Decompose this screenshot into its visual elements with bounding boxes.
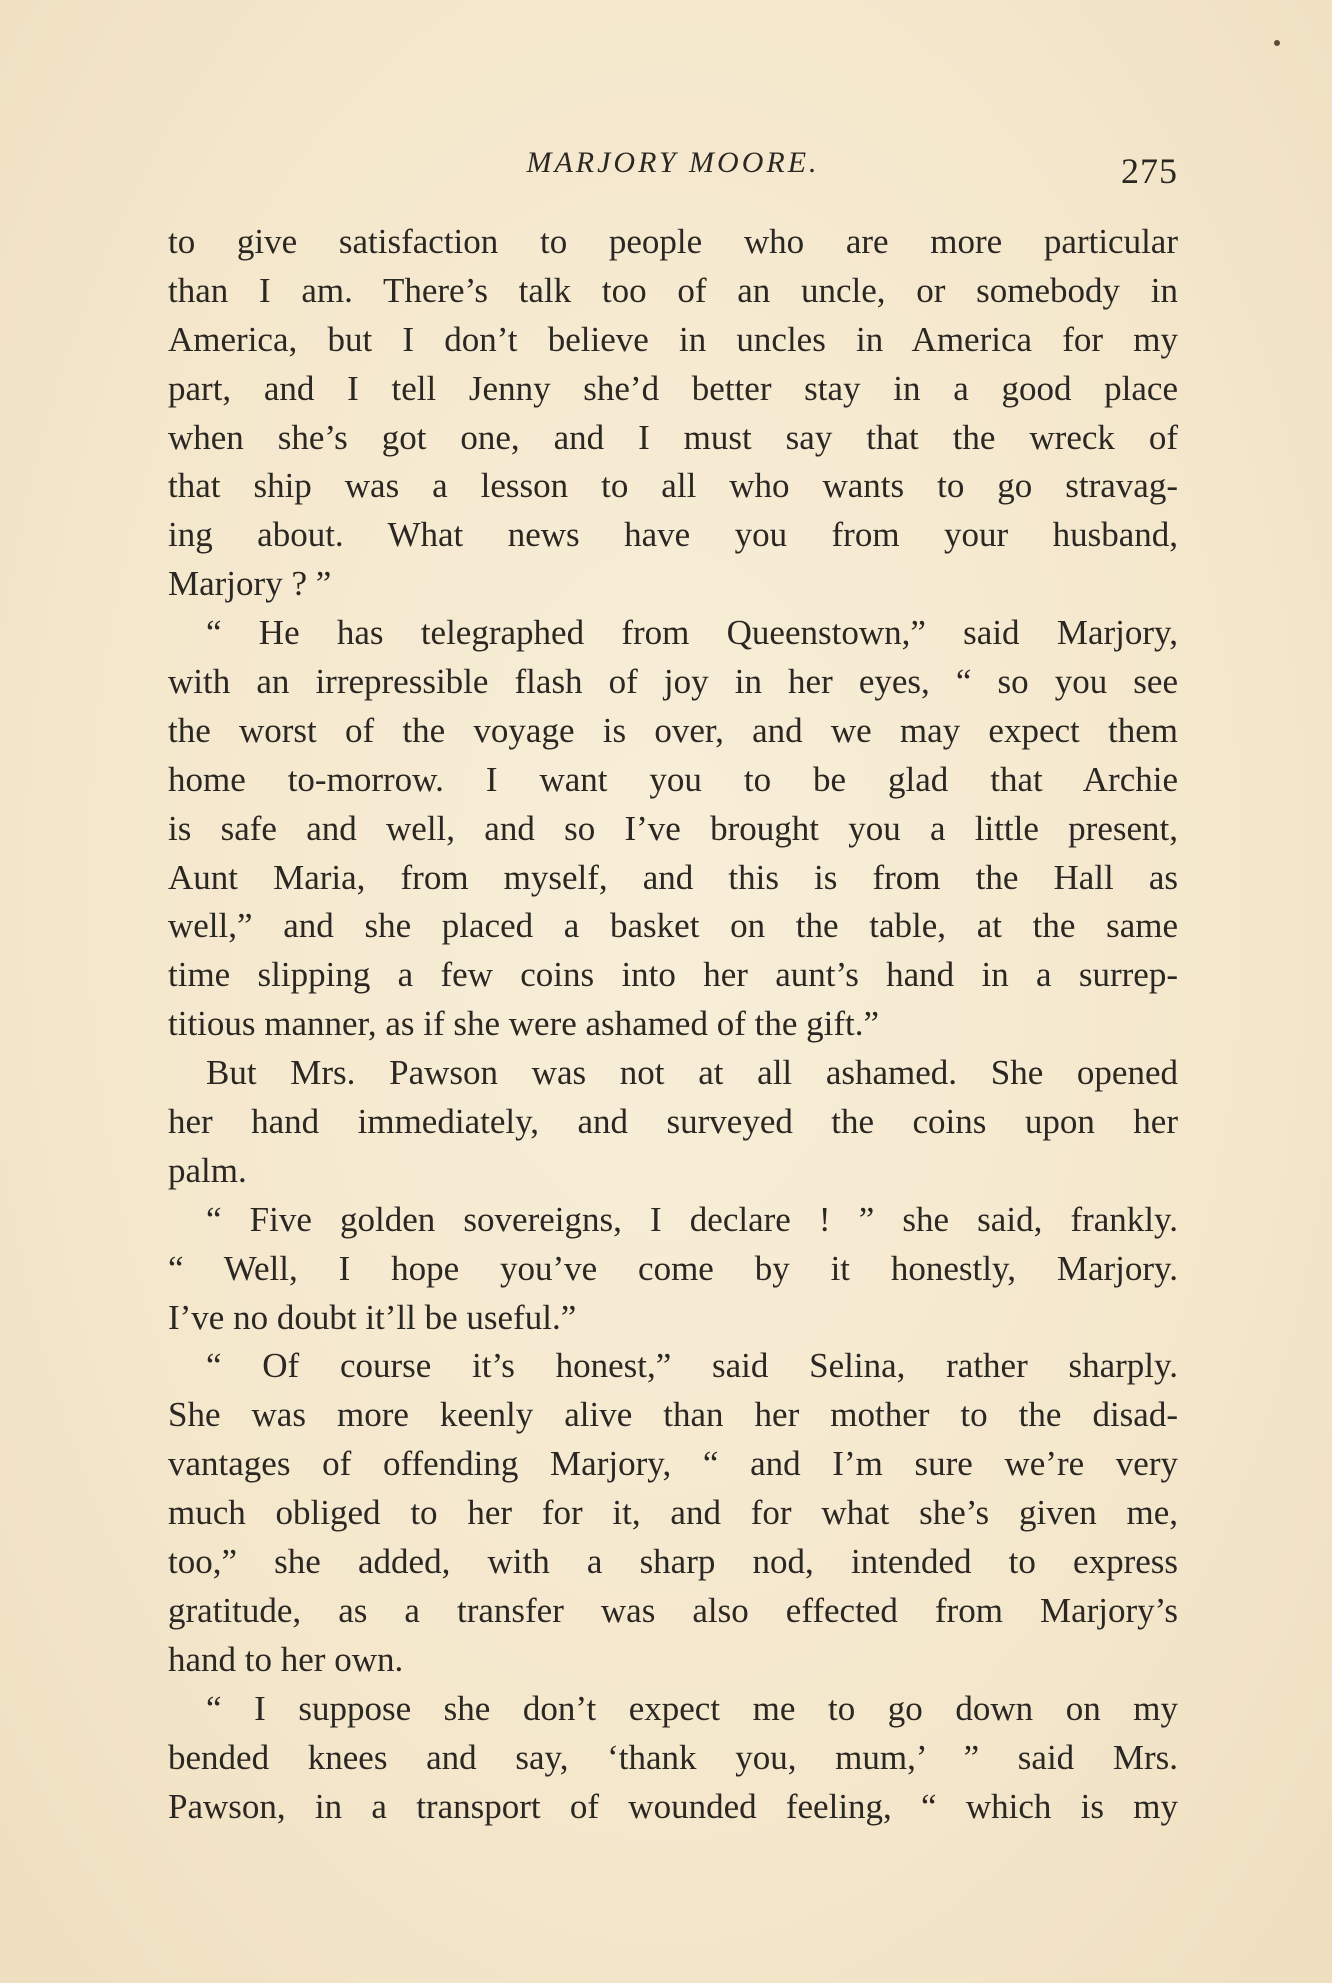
text-line: “ I suppose she don’t expect me to go down on my: [206, 1688, 1178, 1728]
text-line: hand to her own.: [168, 1639, 404, 1679]
text-line: home to-morrow. I want you to be glad that Archie: [168, 759, 1178, 799]
text-line: But Mrs. Pawson was not at all ashamed. She opened: [206, 1053, 1178, 1093]
text-line: bended knees and say, ‘thank you, mum,’ ” said Mrs.: [168, 1737, 1178, 1777]
text-line: her hand immediately, and surveyed the coins upon her: [168, 1102, 1178, 1142]
text-line: when she’s got one, and I must say that the wreck of: [168, 417, 1178, 457]
text-line: than I am. There’s talk too of an uncle, or somebody in: [168, 270, 1178, 310]
text-line: much obliged to her for it, and for what she’s given me,: [168, 1493, 1178, 1533]
text-line: Marjory ? ”: [168, 564, 332, 604]
text-line: too,” she added, with a sharp nod, intended to express: [168, 1542, 1178, 1582]
text-line: “ He has telegraphed from Queenstown,” said Marjory,: [206, 613, 1178, 653]
ink-speck: [1274, 40, 1280, 46]
text-line: She was more keenly alive than her mother to the disad-: [168, 1395, 1178, 1435]
text-line: part, and I tell Jenny she’d better stay in a good place: [168, 368, 1178, 408]
text-line: that ship was a lesson to all who wants to go stravag-: [168, 466, 1178, 506]
text-line: I’ve no doubt it’ll be useful.”: [168, 1297, 577, 1337]
text-line: with an irrepressible flash of joy in her eyes, “ so you see: [168, 662, 1178, 702]
text-line: America, but I don’t believe in uncles in America for my: [168, 319, 1178, 359]
running-title: MARJORY MOORE.: [526, 146, 820, 179]
text-line: “ Of course it’s honest,” said Selina, rather sharply.: [206, 1346, 1178, 1386]
text-line: ing about. What news have you from your husband,: [168, 515, 1178, 555]
text-line: the worst of the voyage is over, and we may expect them: [168, 710, 1178, 750]
text-line: gratitude, as a transfer was also effected from Marjory’s: [168, 1590, 1178, 1630]
text-line: Aunt Maria, from myself, and this is from the Hall as: [168, 857, 1178, 897]
page-header: [168, 140, 1178, 190]
text-line: “ Five golden sovereigns, I declare ! ” she said, frankly.: [206, 1199, 1178, 1239]
text-line: to give satisfaction to people who are more particular: [168, 222, 1178, 261]
text-line: Pawson, in a transport of wounded feeling, “ which is my: [168, 1786, 1178, 1826]
text-line: “ Well, I hope you’ve come by it honestly, Marjory.: [168, 1248, 1178, 1288]
text-line: is safe and well, and so I’ve brought you a little present,: [168, 808, 1178, 848]
text-line: well,” and she placed a basket on the table, at the same: [168, 906, 1178, 946]
text-line: titious manner, as if she were ashamed of the gift.”: [168, 1004, 880, 1044]
text-line: time slipping a few coins into her aunt’s hand in a surrep-: [168, 955, 1178, 995]
body-text: [168, 218, 1178, 1831]
text-line: vantages of offending Marjory, “ and I’m sure we’re very: [168, 1444, 1178, 1484]
text-line: palm.: [168, 1150, 247, 1190]
page-number: 275: [1121, 151, 1178, 191]
